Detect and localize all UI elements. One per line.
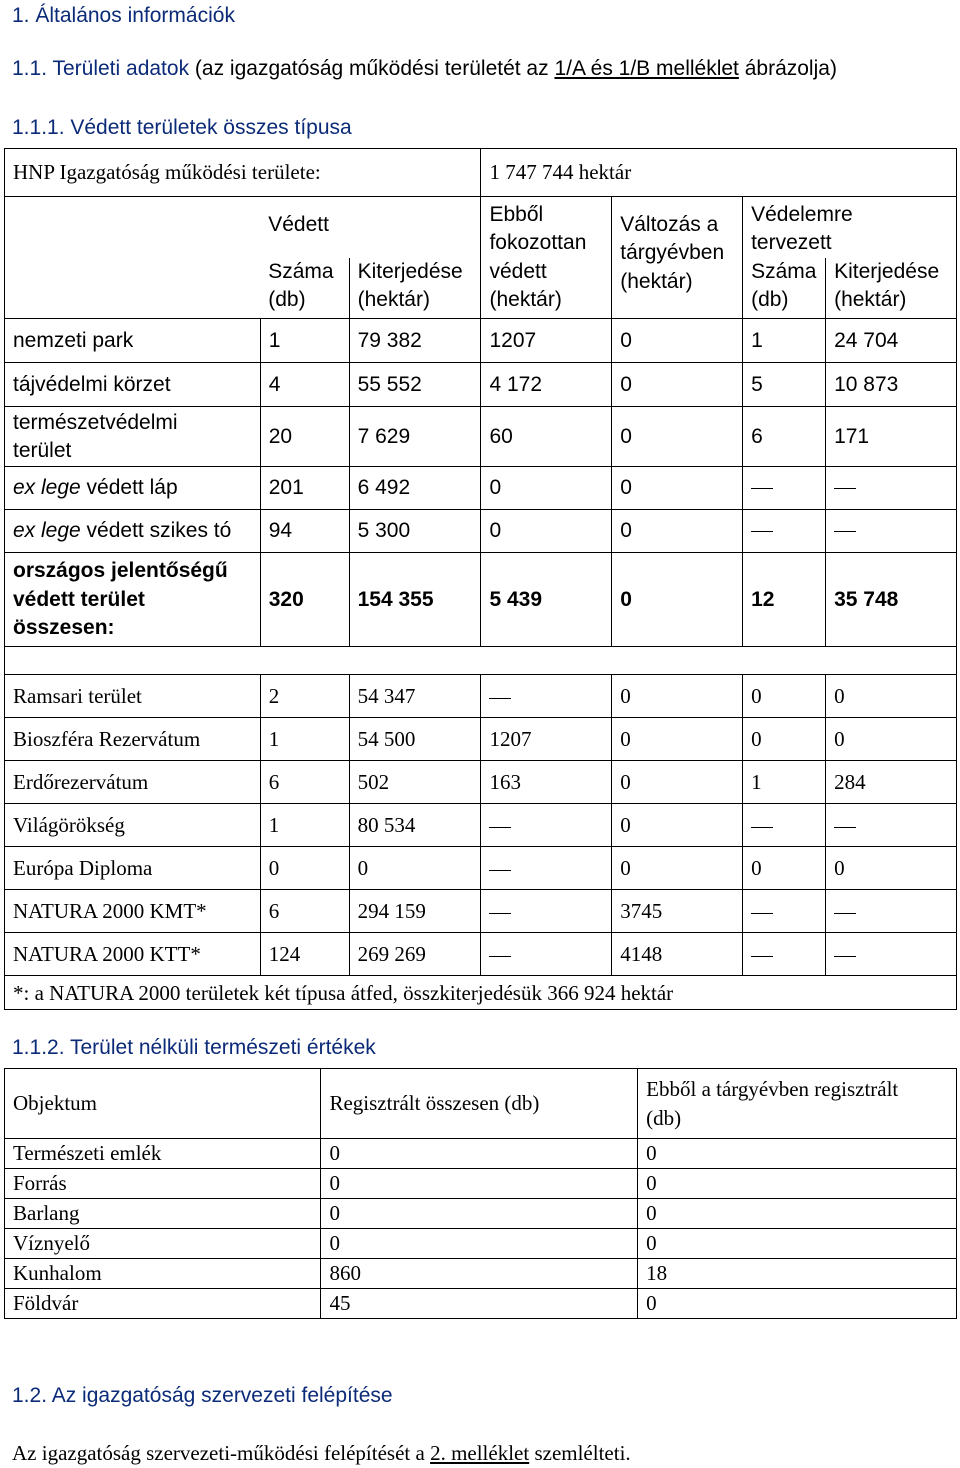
header-valtozas: Változás a tárgyévben (hektár) [612, 197, 743, 319]
heading-1-1-end: ábrázolja) [738, 57, 837, 80]
dash [834, 531, 856, 532]
total-row: országos jelentőségű védett terület összesen: 320 154 355 5 439 0 12 35 748 [5, 553, 957, 647]
table-row: Európa Diploma 0 0 0 0 0 [5, 847, 957, 890]
header-tervezett: Védelemre tervezett [743, 197, 957, 258]
table-row: NATURA 2000 KTT* 124 269 269 4148 [5, 933, 957, 976]
dash [489, 913, 511, 914]
natura-footnote: *: a NATURA 2000 területek két típusa átfed, összkiterjedésük 366 924 hektár [5, 976, 957, 1010]
dash [751, 827, 773, 828]
table-row: Természeti emlék 0 0 [5, 1139, 957, 1169]
org-structure-paragraph: Az igazgatóság szervezeti-működési felépítését a 2. melléklet szemlélteti. [12, 1441, 631, 1465]
header-row [5, 197, 957, 258]
table-row: Forrás 0 0 [5, 1169, 957, 1199]
protected-areas-table [4, 148, 957, 1010]
table-row: tájvédelmi körzet 4 55 552 4 172 0 5 10 873 [5, 363, 957, 407]
header-row [5, 1069, 957, 1139]
table-row: természetvédelmi terület 20 7 629 60 0 6 171 [5, 407, 957, 467]
table-row: ex lege védett láp 201 6 492 0 0 [5, 467, 957, 510]
header-vedett-szama: Száma (db) [260, 258, 349, 319]
natural-values-table [4, 1068, 957, 1319]
area-value: 1 747 744 hektár [481, 149, 957, 197]
area-label: HNP Igazgatóság működési területe: [5, 149, 481, 197]
table-row: Kunhalom 860 18 [5, 1259, 957, 1289]
heading-1-1-2: 1.1.2. Terület nélküli természeti értékek [12, 1036, 376, 1059]
header-regisztralt: Regisztrált összesen (db) [321, 1069, 638, 1139]
heading-1-1-title: 1.1. Területi adatok [12, 57, 190, 80]
heading-1: 1. Általános információk [12, 4, 235, 27]
table-row: Földvár 45 0 [5, 1289, 957, 1319]
dash [834, 913, 856, 914]
heading-1-1-rest: (az igazgatóság működési területét az [189, 57, 555, 80]
table-row: Erdőrezervátum 6 502 163 0 1 284 [5, 761, 957, 804]
table-row: Bioszféra Rezervátum 1 54 500 1207 0 0 0 [5, 718, 957, 761]
table-row: Világörökség 1 80 534 0 [5, 804, 957, 847]
dash [834, 956, 856, 957]
dash [489, 698, 511, 699]
table-row: Barlang 0 0 [5, 1199, 957, 1229]
area-row [5, 149, 957, 197]
dash [489, 827, 511, 828]
table-row: Víznyelő 0 0 [5, 1229, 957, 1259]
table-row: nemzeti park 1 79 382 1207 0 1 24 704 [5, 319, 957, 363]
header-vedett: Védett [260, 197, 481, 258]
header-tervezett-szama: Száma (db) [743, 258, 826, 319]
dash [489, 956, 511, 957]
header-tervezett-kiterjedese: Kiterjedése (hektár) [826, 258, 957, 319]
header-vedett-kiterjedese: Kiterjedése (hektár) [349, 258, 481, 319]
header-fokozottan: Ebből fokozottan védett (hektár) [481, 197, 612, 319]
dash [751, 956, 773, 957]
annex-1a-1b-link[interactable]: 1/A és 1/B melléklet [554, 57, 739, 80]
header-empty [5, 197, 261, 319]
dash [751, 913, 773, 914]
dash [489, 870, 511, 871]
dash [834, 488, 856, 489]
heading-1-1 [12, 57, 837, 81]
dash [751, 488, 773, 489]
dash [751, 531, 773, 532]
spacer-row [5, 647, 957, 675]
heading-1-1-1: 1.1.1. Védett területek összes típusa [12, 116, 352, 139]
table-row: NATURA 2000 KMT* 6 294 159 3745 [5, 890, 957, 933]
header-objektum: Objektum [5, 1069, 321, 1139]
table-row: ex lege védett szikes tó 94 5 300 0 0 [5, 510, 957, 553]
header-ebbol: Ebből a tárgyévben regisztrált (db) [638, 1069, 957, 1139]
dash [834, 827, 856, 828]
table-row: Ramsari terület 2 54 347 0 0 0 [5, 675, 957, 718]
footnote-row [5, 976, 957, 1010]
heading-1-2: 1.2. Az igazgatóság szervezeti felépítése [12, 1384, 393, 1407]
annex-2-link[interactable]: 2. melléklet [430, 1441, 530, 1465]
